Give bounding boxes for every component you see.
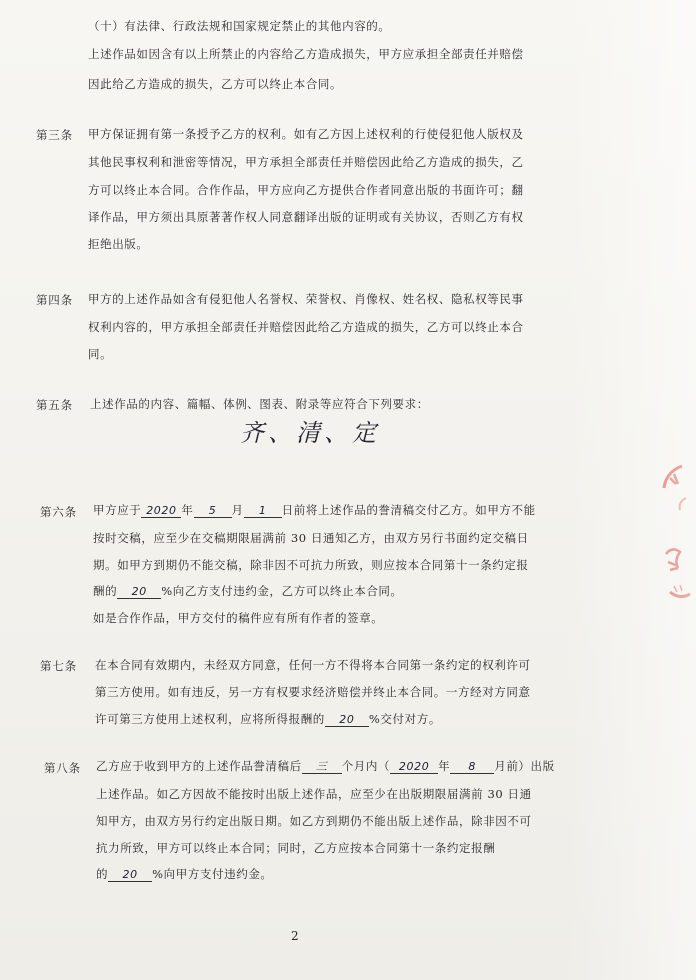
article-4-line-3: 同。 bbox=[88, 347, 113, 361]
article-4-line-1: 甲方的上述作品如含有侵犯他人名誉权、荣誉权、肖像权、姓名权、隐私权等民事 bbox=[88, 292, 524, 306]
article-8-line-1: 乙方应于收到甲方的上述作品誊清稿后 三 个月内（ 2020 年 8 月前）出版 bbox=[96, 759, 555, 773]
article-3-line-2: 其他民事权利和泄密等情况，甲方承担全部责任并赔偿因此给乙方造成的损失，乙 bbox=[88, 155, 524, 169]
prelude-line-1: （十）有法律、行政法规和国家规定禁止的其他内容的。 bbox=[88, 19, 391, 33]
red-seal-stamp bbox=[652, 458, 692, 608]
article-5-line-1: 上述作品的内容、篇幅、体例、图表、附录等应符合下列要求： bbox=[90, 397, 429, 411]
article-6-line-2: 按时交稿，应至少在交稿期限届满前 30 日通知乙方，由双方另行书面约定交稿日 bbox=[93, 531, 529, 545]
article-7-line-2: 第三方使用。如有违反，另一方有权要求经济赔偿并终止本合同。一方经对方同意 bbox=[95, 685, 531, 699]
prelude-line-2: 上述作品如因含有以上所禁止的内容给乙方造成损失，甲方应承担全部责任并赔偿 bbox=[88, 47, 524, 61]
article-8-line-3: 知甲方，由双方另行约定出版日期。如乙方到期仍不能出版上述作品，除非因不可 bbox=[96, 814, 532, 828]
article-3-line-1: 甲方保证拥有第一条授予乙方的权利。如有乙方因上述权利的行使侵犯他人版权及 bbox=[88, 127, 524, 141]
article-8-year-field: 2020 bbox=[390, 761, 438, 774]
article-6-line-4: 酬的 20 %向乙方支付违约金，乙方可以终止本合同。 bbox=[93, 584, 403, 598]
article-7-percent-field: 20 bbox=[325, 714, 369, 727]
page-number: 2 bbox=[291, 929, 299, 943]
article-6-percent-field: 20 bbox=[117, 586, 161, 599]
article-3-line-4: 译作品，甲方须出具原著著作权人同意翻译出版的证明或有关协议，否则乙方有权 bbox=[88, 210, 524, 224]
article-7-label: 第七条 bbox=[40, 659, 77, 673]
article-8-month-field: 8 bbox=[450, 761, 494, 774]
article-6-day-field: 1 bbox=[244, 505, 282, 518]
article-6-line-1: 甲方应于 2020 年 5 月 1 日前将上述作品的誊清稿交付乙方。如甲方不能 bbox=[93, 503, 536, 517]
article-6-year-field: 2020 bbox=[141, 505, 181, 518]
article-8-percent-field: 20 bbox=[108, 869, 152, 882]
article-7-line-1: 在本合同有效期内，未经双方同意，任何一方不得将本合同第一条约定的权利许可 bbox=[95, 658, 531, 672]
article-4-label: 第四条 bbox=[36, 293, 73, 307]
article-3-line-5: 拒绝出版。 bbox=[88, 237, 149, 251]
prelude-line-3: 因此给乙方造成的损失，乙方可以终止本合同。 bbox=[88, 77, 343, 91]
article-3-label: 第三条 bbox=[36, 128, 73, 142]
article-7-line-3: 许可第三方使用上述权利，应将所得报酬的 20 %交付对方。 bbox=[95, 712, 441, 726]
article-6-label: 第六条 bbox=[40, 505, 77, 519]
article-4-line-2: 权利内容的，甲方承担全部责任并赔偿因此给乙方造成的损失，乙方可以终止本合 bbox=[88, 320, 524, 334]
article-8-months-field: 三 bbox=[302, 761, 342, 774]
article-6-line-3: 期。如甲方到期仍不能交稿，除非因不可抗力所致，则应按本合同第十一条约定报 bbox=[93, 558, 529, 572]
article-3-line-3: 方可以终止本合同。合作作品，甲方应向乙方提供合作者同意出版的书面许可；翻 bbox=[88, 183, 524, 197]
article-8-line-4: 抗力所致，甲方可以终止本合同；同时，乙方应按本合同第十一条约定报酬 bbox=[96, 841, 496, 855]
article-5-handwriting: 齐、清、定 bbox=[240, 419, 380, 447]
article-8-label: 第八条 bbox=[44, 761, 81, 775]
article-8-line-5: 的 20 %向甲方支付违约金。 bbox=[96, 867, 273, 881]
article-5-label: 第五条 bbox=[36, 398, 73, 412]
article-6-line-5: 如是合作作品，甲方交付的稿件应有所有作者的签章。 bbox=[93, 611, 384, 625]
article-8-line-2: 上述作品。如乙方因故不能按时出版上述作品，应至少在出版期限届满前 30 日通 bbox=[96, 787, 532, 801]
article-6-month-field: 5 bbox=[194, 505, 232, 518]
